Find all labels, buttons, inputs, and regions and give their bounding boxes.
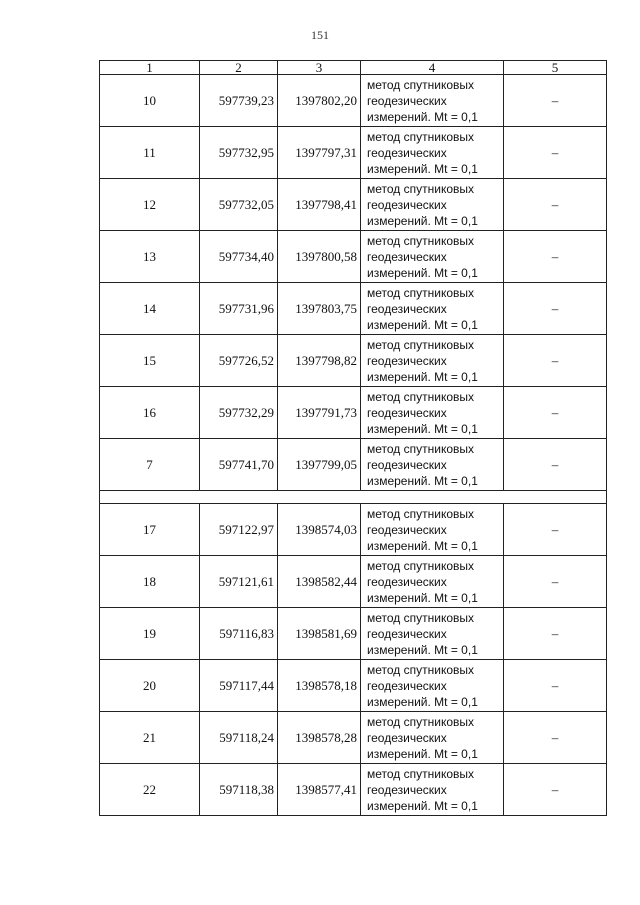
method-line: метод спутниковых (367, 441, 475, 456)
y-coordinate-cell: 1398581,69 (278, 608, 361, 660)
group-separator-cell (100, 491, 607, 504)
method-line: измерений. Mt = 0,1 (367, 590, 478, 605)
method-line: геодезических (367, 782, 447, 797)
method-line: геодезических (367, 730, 447, 745)
method-line: измерений. Mt = 0,1 (367, 265, 478, 280)
method-line: геодезических (367, 301, 447, 316)
note-cell: – (504, 387, 607, 439)
table-row (100, 712, 607, 764)
page-number: 151 (311, 28, 329, 42)
method-line: геодезических (367, 93, 447, 108)
method-line: метод спутниковых (367, 389, 475, 404)
table-row (100, 504, 607, 556)
method-cell (361, 712, 504, 764)
header-col-2: 2 (200, 61, 278, 75)
y-coordinate-cell: 1398577,41 (278, 764, 361, 816)
method-line: измерений. Mt = 0,1 (367, 473, 478, 488)
note-cell: – (504, 764, 607, 816)
table-body (100, 61, 607, 816)
note-cell: – (504, 504, 607, 556)
method-line: геодезических (367, 405, 447, 420)
method-cell (361, 75, 504, 127)
method-line: геодезических (367, 145, 447, 160)
method-line: геодезических (367, 457, 447, 472)
point-number-cell: 14 (100, 283, 200, 335)
method-line: геодезических (367, 678, 447, 693)
method-line: метод спутниковых (367, 714, 475, 729)
method-line: измерений. Mt = 0,1 (367, 421, 478, 436)
method-line: метод спутниковых (367, 337, 475, 352)
method-line: геодезических (367, 522, 447, 537)
point-number-cell: 19 (100, 608, 200, 660)
y-coordinate-cell: 1398578,18 (278, 660, 361, 712)
x-coordinate-cell: 597118,38 (200, 764, 278, 816)
method-line: метод спутниковых (367, 662, 475, 677)
x-coordinate-cell: 597732,95 (200, 127, 278, 179)
method-line: метод спутниковых (367, 181, 475, 196)
method-cell (361, 231, 504, 283)
method-line: метод спутниковых (367, 506, 475, 521)
method-cell (361, 439, 504, 491)
method-cell (361, 608, 504, 660)
x-coordinate-cell: 597731,96 (200, 283, 278, 335)
method-line: геодезических (367, 626, 447, 641)
note-cell: – (504, 660, 607, 712)
y-coordinate-cell: 1398582,44 (278, 556, 361, 608)
method-line: метод спутниковых (367, 77, 475, 92)
method-line: метод спутниковых (367, 285, 475, 300)
note-cell: – (504, 439, 607, 491)
method-line: измерений. Mt = 0,1 (367, 798, 478, 813)
point-number-cell: 15 (100, 335, 200, 387)
x-coordinate-cell: 597118,24 (200, 712, 278, 764)
y-coordinate-cell: 1397797,31 (278, 127, 361, 179)
x-coordinate-cell: 597116,83 (200, 608, 278, 660)
method-cell (361, 179, 504, 231)
method-cell (361, 387, 504, 439)
point-number-cell: 17 (100, 504, 200, 556)
point-number-cell: 16 (100, 387, 200, 439)
x-coordinate-cell: 597734,40 (200, 231, 278, 283)
method-line: геодезических (367, 249, 447, 264)
note-cell: – (504, 179, 607, 231)
x-coordinate-cell: 597732,29 (200, 387, 278, 439)
coordinates-table (99, 60, 607, 816)
note-cell: – (504, 127, 607, 179)
point-number-cell: 21 (100, 712, 200, 764)
y-coordinate-cell: 1397802,20 (278, 75, 361, 127)
method-line: измерений. Mt = 0,1 (367, 161, 478, 176)
x-coordinate-cell: 597739,23 (200, 75, 278, 127)
x-coordinate-cell: 597117,44 (200, 660, 278, 712)
note-cell: – (504, 608, 607, 660)
point-number-cell: 11 (100, 127, 200, 179)
method-line: метод спутниковых (367, 610, 475, 625)
method-cell (361, 335, 504, 387)
x-coordinate-cell: 597741,70 (200, 439, 278, 491)
method-cell (361, 504, 504, 556)
table-row (100, 660, 607, 712)
table-row (100, 75, 607, 127)
y-coordinate-cell: 1397800,58 (278, 231, 361, 283)
note-cell: – (504, 283, 607, 335)
method-line: геодезических (367, 353, 447, 368)
point-number-cell: 10 (100, 75, 200, 127)
method-cell (361, 556, 504, 608)
method-cell (361, 283, 504, 335)
y-coordinate-cell: 1397791,73 (278, 387, 361, 439)
point-number-cell: 22 (100, 764, 200, 816)
x-coordinate-cell: 597732,05 (200, 179, 278, 231)
table-row (100, 556, 607, 608)
point-number-cell: 13 (100, 231, 200, 283)
method-line: измерений. Mt = 0,1 (367, 369, 478, 384)
group-separator-row (100, 491, 607, 504)
note-cell: – (504, 335, 607, 387)
table-row (100, 608, 607, 660)
table-header-row (100, 61, 607, 75)
point-number-cell: 7 (100, 439, 200, 491)
table-row (100, 231, 607, 283)
table-row (100, 179, 607, 231)
method-line: метод спутниковых (367, 129, 475, 144)
x-coordinate-cell: 597121,61 (200, 556, 278, 608)
method-line: измерений. Mt = 0,1 (367, 213, 478, 228)
y-coordinate-cell: 1397803,75 (278, 283, 361, 335)
table-row (100, 764, 607, 816)
x-coordinate-cell: 597122,97 (200, 504, 278, 556)
method-line: измерений. Mt = 0,1 (367, 694, 478, 709)
point-number-cell: 12 (100, 179, 200, 231)
method-line: метод спутниковых (367, 766, 475, 781)
method-line: измерений. Mt = 0,1 (367, 109, 478, 124)
method-cell (361, 127, 504, 179)
y-coordinate-cell: 1397798,82 (278, 335, 361, 387)
header-col-3: 3 (278, 61, 361, 75)
method-line: метод спутниковых (367, 558, 475, 573)
y-coordinate-cell: 1398574,03 (278, 504, 361, 556)
note-cell: – (504, 712, 607, 764)
y-coordinate-cell: 1398578,28 (278, 712, 361, 764)
note-cell: – (504, 556, 607, 608)
y-coordinate-cell: 1397798,41 (278, 179, 361, 231)
table-row (100, 439, 607, 491)
header-col-5: 5 (504, 61, 607, 75)
table-row (100, 127, 607, 179)
method-line: метод спутниковых (367, 233, 475, 248)
method-line: измерений. Mt = 0,1 (367, 538, 478, 553)
header-col-4: 4 (361, 61, 504, 75)
point-number-cell: 20 (100, 660, 200, 712)
table-row (100, 335, 607, 387)
method-cell (361, 764, 504, 816)
point-number-cell: 18 (100, 556, 200, 608)
table-row (100, 283, 607, 335)
method-line: измерений. Mt = 0,1 (367, 317, 478, 332)
method-line: измерений. Mt = 0,1 (367, 642, 478, 657)
note-cell: – (504, 231, 607, 283)
method-cell (361, 660, 504, 712)
header-col-1: 1 (100, 61, 200, 75)
y-coordinate-cell: 1397799,05 (278, 439, 361, 491)
x-coordinate-cell: 597726,52 (200, 335, 278, 387)
method-line: геодезических (367, 574, 447, 589)
table-row (100, 387, 607, 439)
method-line: геодезических (367, 197, 447, 212)
method-line: измерений. Mt = 0,1 (367, 746, 478, 761)
note-cell: – (504, 75, 607, 127)
